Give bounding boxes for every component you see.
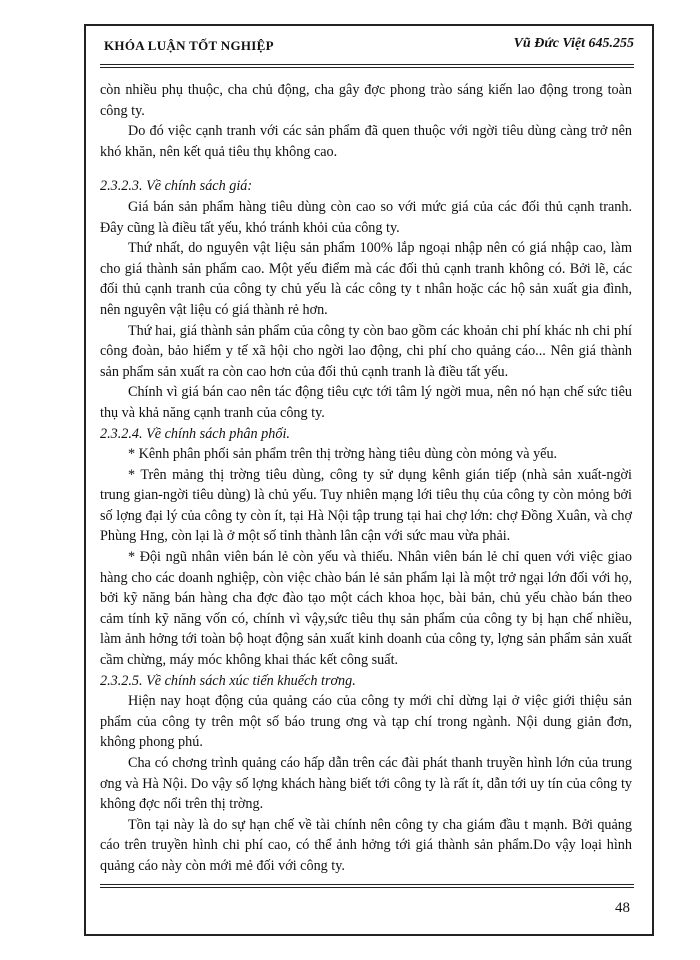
header-rule — [100, 64, 634, 65]
paragraph: * Đội ngũ nhân viên bán lẻ còn yếu và thiếu. Nhân viên bán lẻ chỉ quen với việc giao hàng cho các doanh nghiệp, còn việc chào bán lẻ sản phẩm lại là một trở ngại lớn đối với họ, bởi kỹ năng bán hàng cha đợc đào tạo một cách khoa học, bài bản, chủ yếu chào bán theo cảm tính kỹ năng vốn có, chính vì vậy,sức tiêu thụ sản phẩm của công ty bị hạn chế nhiều, làm ảnh hởng tới toàn bộ hoạt động sản xuất kinh doanh của công ty, lợng sản phẩm sản xuất cầm chừng, máy móc không khai thác kết công suất. — [100, 549, 632, 669]
header-rule-thin — [100, 67, 634, 68]
section-heading: 2.3.2.3. Về chính sách giá: — [100, 178, 253, 195]
paragraph: còn nhiều phụ thuộc, cha chủ động, cha gây đợc phong trào sáng kiến lao động trong toàn công ty. — [100, 82, 632, 119]
paragraph: Hiện nay hoạt động của quảng cáo của công ty mới chỉ dừng lại ở việc giới thiệu sản phẩm của công ty trên một số báo trung ơng và tạp chí trong ngành. Nội dung giản đơn, không phong phú. — [100, 693, 632, 751]
paragraph: Chính vì giá bán cao nên tác động tiêu cực tới tâm lý ngời mua, nên nó hạn chế sức tiêu thụ và khả năng cạnh tranh của công ty. — [100, 384, 632, 421]
paragraph: * Kênh phân phối sản phẩm trên thị trờng hàng tiêu dùng còn mỏng và yếu. — [128, 446, 558, 463]
paragraph: Giá bán sản phẩm hàng tiêu dùng còn cao so với mức giá của các đối thủ cạnh tranh. Đây cũng là điều tất yếu, khó tránh khỏi của công ty. — [100, 198, 632, 236]
page-number: 48 — [615, 900, 630, 916]
body-text — [100, 80, 632, 877]
paragraph: Cha có chơng trình quảng cáo hấp dẫn trên các đài phát thanh truyền hình lớn của trung ơng và Hà Nội. Do vậy số lợng khách hàng biết tới công ty là rất ít, dẫn tới uy tín của công ty không đợc nổi trên thị trờng. — [100, 755, 632, 813]
paragraph: Thứ hai, giá thành sản phẩm của công ty còn bao gồm các khoản chi phí khác nh chi phí công đoàn, bảo hiểm y tế xã hội cho ngời lao động, chi phí cho quảng cáo... Nên giá thành sản phẩm sản xuất ra còn cao hơn của đối thủ cạnh tranh là điều tất yếu. — [100, 322, 632, 380]
section-heading: 2.3.2.5. Về chính sách xúc tiến khuếch trơng. — [100, 672, 356, 689]
paragraph: Do đó việc cạnh tranh với các sản phẩm đã quen thuộc với ngời tiêu dùng càng trở nên khó khăn, nên kết quả tiêu thụ không cao. — [100, 123, 632, 160]
paragraph: Tồn tại này là do sự hạn chế về tài chính nên công ty cha giám đầu t mạnh. Bởi quảng cáo trên truyền hình chi phí cao, có thể ảnh hởng tới giá thành sản phẩm.Do vậy loại hình quảng cáo này còn mới mẻ đối với công ty. — [100, 816, 632, 874]
header-title: KHÓA LUẬN TỐT NGHIỆP — [104, 38, 274, 53]
paragraph: * Trên mảng thị trờng tiêu dùng, công ty sử dụng kênh gián tiếp (nhà sản xuất-ngời trung gian-ngời tiêu dùng) là chủ yếu. Tuy nhiên mạng lới tiêu thụ của công ty còn mỏng bởi số lợng đại lý của công ty còn ít, tại Hà Nội tập trung tại hai chợ lớn: chợ Đồng Xuân, và chợ Phùng Hng, còn lại là ở một số tỉnh thành lân cận với sức mau vừa phải. — [100, 466, 632, 545]
paragraph: Thứ nhất, do nguyên vật liệu sản phẩm 100% lắp ngoại nhập nên có giá nhập cao, làm cho giá thành sản phẩm cao. Một yếu điểm mà các đối thủ cạnh tranh không có. Bởi lẽ, các đối thủ cạnh tranh của công ty chủ yếu là các công ty t nhân hoặc các hộ sản xuất gia đình, nên nguyên vật liệu có giá thành rẻ hơn. — [100, 240, 632, 318]
footer-rule-thin — [100, 887, 634, 888]
header-author: Vũ Đức Việt 645.255 — [513, 36, 634, 51]
footer-rule — [100, 884, 634, 885]
section-heading: 2.3.2.4. Về chính sách phân phối. — [100, 425, 290, 442]
